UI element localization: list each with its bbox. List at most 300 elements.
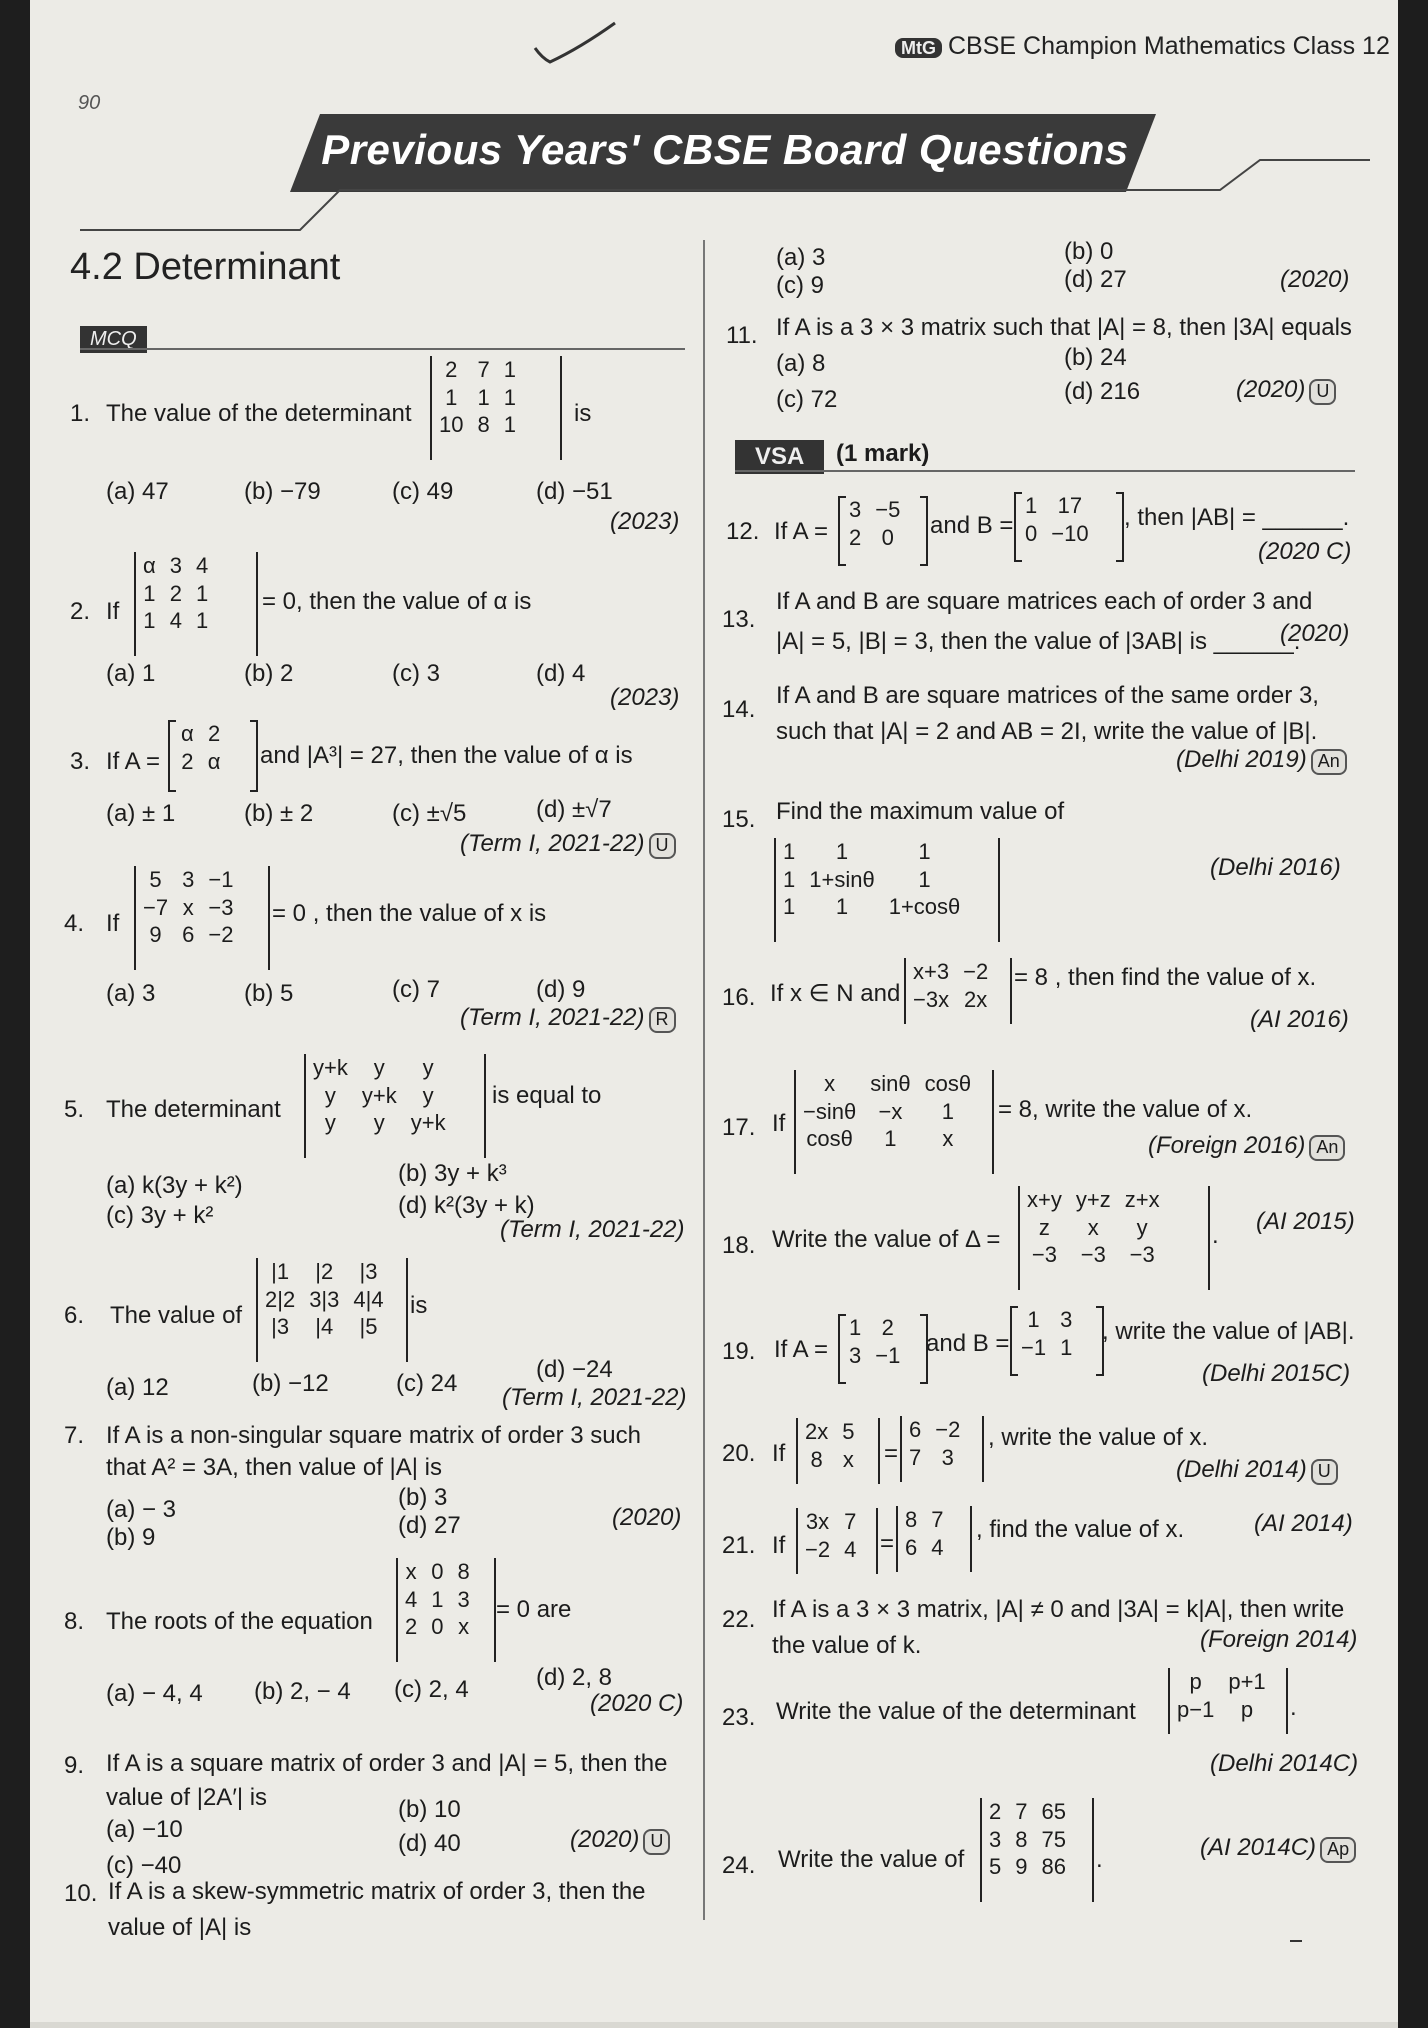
matrix-row: [982, 1798, 1073, 1826]
q19-year: (Delhi 2015C): [1202, 1360, 1351, 1387]
matrix-row: [796, 1098, 978, 1126]
q1-option-c: (c) 49: [392, 478, 454, 505]
q9-line2: value of |2A′| is: [106, 1784, 268, 1811]
matrix-cell: 75: [1041, 1826, 1066, 1852]
q13-number: 13.: [722, 606, 756, 633]
matrix-cell: −3x: [913, 986, 950, 1012]
matrix-row: [1170, 1668, 1273, 1696]
matrix-cell: −2: [963, 959, 989, 984]
q3-year: [460, 830, 676, 859]
q19-matrix-b: [1010, 1306, 1079, 1361]
q11-year: [1236, 376, 1336, 405]
q22-line1: If A is a 3 × 3 matrix, |A| ≠ 0 and |3A| = k|A|, then write: [772, 1596, 1345, 1623]
q22-line2: the value of k.: [772, 1632, 922, 1659]
matrix-cell: 1: [503, 412, 516, 437]
q6-year: (Term I, 2021-22): [502, 1384, 687, 1411]
matrix-cell: 3x: [805, 1509, 830, 1534]
matrix-row: [796, 1070, 978, 1098]
matrix-cell: 2: [169, 580, 182, 606]
matrix-cell: 5: [149, 867, 162, 892]
matrix-row: [798, 1446, 862, 1474]
q24-text-1: Write the value of: [778, 1846, 965, 1873]
q8-year: (2020 C): [590, 1690, 684, 1717]
q6-text-post: is: [410, 1292, 428, 1319]
q11-number: 11.: [726, 322, 758, 349]
vsa-tag: VSA: [735, 440, 824, 474]
matrix-row: [432, 384, 523, 412]
q17-year-text: (Foreign 2016): [1148, 1132, 1306, 1159]
q16-number: 16.: [722, 984, 756, 1011]
matrix-row: [1018, 520, 1096, 548]
matrix-cell: −sinθ: [803, 1098, 857, 1124]
matrix-cell: y: [373, 1110, 385, 1135]
q3-option-a: (a) ± 1: [106, 800, 176, 827]
matrix-cell: 1: [431, 1586, 444, 1612]
matrix-cell: −1: [1021, 1334, 1047, 1360]
matrix-cell: 2x: [964, 986, 988, 1012]
q1-text-post: is: [574, 400, 592, 427]
matrix-cell: 1: [849, 1315, 862, 1340]
q2-text: If: [106, 598, 120, 625]
q2-option-b: (b) 2: [244, 660, 294, 687]
matrix-cell: 4: [931, 1534, 944, 1560]
matrix-row: [798, 1418, 862, 1446]
matrix-cell: 1+sinθ: [809, 866, 875, 892]
matrix-cell: 3: [941, 1444, 954, 1470]
matrix-row: [798, 1508, 863, 1536]
matrix-row: [1170, 1696, 1273, 1724]
matrix-cell: 4: [405, 1586, 418, 1612]
matrix-row: [136, 607, 215, 635]
matrix-row: [136, 866, 240, 894]
matrix-cell: −3: [208, 894, 234, 920]
matrix-cell: 1: [445, 384, 458, 410]
q11-year-text: (2020): [1236, 376, 1306, 403]
section-title: 4.2 Determinant: [70, 246, 341, 288]
matrix-cell: 1: [783, 866, 796, 892]
q13-line1: If A and B are square matrices each of order 3 and: [776, 588, 1313, 615]
q21-year: (AI 2014): [1254, 1510, 1353, 1537]
matrix-cell: x: [842, 1446, 854, 1472]
q12-matrix-a: [838, 496, 907, 551]
matrix-cell: p+1: [1228, 1669, 1266, 1694]
matrix-cell: 8: [457, 1559, 470, 1584]
q10-number: 10.: [64, 1880, 98, 1907]
q14-year-text: (Delhi 2019): [1176, 746, 1307, 773]
q2-text-post: = 0, then the value of α is: [262, 588, 532, 615]
q21-text-1: If: [772, 1532, 786, 1559]
q2-option-a: (a) 1: [106, 660, 156, 687]
matrix-cell: z: [1038, 1214, 1050, 1240]
matrix-cell: x: [1087, 1214, 1099, 1240]
matrix-cell: y: [422, 1055, 434, 1080]
matrix-cell: x: [458, 1614, 470, 1639]
matrix-cell: 2: [405, 1614, 418, 1639]
matrix-cell: α: [143, 553, 156, 578]
matrix-cell: sinθ: [870, 1071, 911, 1096]
q12-text-3: , then |AB| = ______.: [1124, 504, 1350, 531]
matrix-row: [258, 1286, 391, 1314]
q12-matrix-b: [1014, 492, 1096, 547]
page-number: 90: [78, 92, 101, 114]
matrix-row: [842, 1314, 907, 1342]
q1-option-b: (b) −79: [244, 478, 321, 505]
matrix-cell: 10: [439, 412, 464, 437]
matrix-cell: 4: [195, 553, 209, 578]
matrix-cell: x: [942, 1126, 954, 1151]
q15-determinant: [774, 838, 967, 921]
matrix-row: [258, 1258, 391, 1286]
matrix-row: [306, 1082, 453, 1110]
matrix-row: [842, 1342, 907, 1370]
q7-option-a: (a) − 3: [106, 1496, 177, 1523]
q9-option-c: (c) −40: [106, 1852, 182, 1879]
q23-text-2: .: [1290, 1694, 1297, 1721]
q23-determinant: [1168, 1668, 1273, 1723]
q4-option-a: (a) 3: [106, 980, 156, 1007]
matrix-cell: 1: [1027, 1307, 1040, 1332]
q17-badge: An: [1309, 1135, 1345, 1161]
matrix-cell: 3: [989, 1826, 1002, 1852]
q24-badge: Ap: [1320, 1837, 1356, 1863]
q19-text-1: If A =: [774, 1336, 829, 1363]
matrix-cell: 4: [844, 1536, 857, 1562]
q11-option-d: (d) 216: [1064, 378, 1141, 405]
matrix-cell: z+x: [1124, 1187, 1160, 1212]
matrix-cell: x+3: [913, 959, 950, 984]
matrix-row: [776, 866, 967, 894]
matrix-cell: 1: [143, 608, 156, 633]
q20-year: [1176, 1456, 1338, 1485]
q8-option-a: (a) − 4, 4: [106, 1680, 203, 1707]
q7-option-c: (b) 9: [106, 1524, 156, 1551]
matrix-cell: |5: [359, 1314, 378, 1339]
matrix-cell: −7: [143, 894, 169, 920]
matrix-cell: cosθ: [806, 1126, 853, 1151]
matrix-row: [174, 720, 227, 748]
q6-option-d: (d) −24: [536, 1356, 613, 1383]
matrix-cell: x+y: [1027, 1187, 1062, 1212]
q8-determinant: [396, 1558, 477, 1641]
q23-year: (Delhi 2014C): [1210, 1750, 1359, 1777]
q3-option-b: (b) ± 2: [244, 800, 314, 827]
matrix-cell: 17: [1057, 493, 1083, 518]
q23-text-1: Write the value of the determinant: [776, 1698, 1136, 1725]
q24-year-text: (AI 2014C): [1200, 1834, 1317, 1861]
matrix-cell: 1: [195, 608, 209, 633]
q2-year: (2023): [610, 684, 680, 711]
vsa-marks: (1 mark): [836, 440, 930, 467]
q11-option-c: (c) 72: [776, 386, 838, 413]
q6-option-b: (b) −12: [252, 1370, 329, 1397]
q3-year-text: (Term I, 2021-22): [460, 830, 645, 857]
q11-line1: If A is a 3 × 3 matrix such that |A| = 8, then |3A| equals: [776, 314, 1352, 341]
matrix-cell: −10: [1051, 520, 1089, 546]
matrix-row: [398, 1613, 477, 1641]
matrix-cell: 7: [844, 1509, 857, 1534]
matrix-cell: p−1: [1177, 1696, 1215, 1722]
matrix-cell: 1: [477, 384, 490, 410]
q5-year: (Term I, 2021-22): [500, 1216, 685, 1243]
mcq-tag: MCQ: [80, 326, 147, 353]
matrix-cell: 1: [918, 866, 931, 892]
matrix-cell: −3: [1031, 1242, 1057, 1267]
matrix-cell: 4|4: [353, 1286, 384, 1312]
matrix-cell: 6: [182, 922, 195, 947]
q2-number: 2.: [70, 598, 91, 625]
matrix-cell: 5: [842, 1419, 855, 1444]
q4-year-text: (Term I, 2021-22): [460, 1004, 645, 1031]
q1-number: 1.: [70, 400, 91, 427]
matrix-row: [776, 838, 967, 866]
matrix-cell: 3|3: [309, 1286, 340, 1312]
q19-matrix-a: [838, 1314, 907, 1369]
matrix-cell: y+k: [313, 1055, 348, 1080]
q10-year: (2020): [1280, 266, 1350, 293]
matrix-cell: 8: [477, 412, 490, 437]
q9-badge: U: [643, 1829, 670, 1855]
q24-determinant: [980, 1798, 1073, 1881]
q7-option-d: (d) 27: [398, 1512, 461, 1539]
matrix-row: [982, 1826, 1073, 1854]
matrix-cell: −x: [878, 1098, 903, 1124]
matrix-cell: 7: [477, 357, 490, 382]
matrix-row: [1014, 1306, 1079, 1334]
scan-left-edge: [0, 0, 30, 2028]
q23-number: 23.: [722, 1704, 756, 1731]
q10-option-b: (b) 0: [1064, 238, 1114, 265]
q3-matrix: [168, 720, 227, 775]
matrix-row: [1014, 1334, 1079, 1362]
matrix-row: [776, 893, 967, 921]
q9-year: [570, 1826, 670, 1855]
q4-number: 4.: [64, 910, 85, 937]
q20-year-text: (Delhi 2014): [1176, 1456, 1307, 1483]
matrix-cell: −3: [1129, 1242, 1155, 1267]
banner-title: Previous Years' CBSE Board Questions: [321, 126, 1129, 173]
matrix-cell: 5: [989, 1854, 1002, 1879]
matrix-cell: 1: [941, 1098, 954, 1124]
matrix-row: [842, 524, 907, 552]
q20-determinant-a: [796, 1418, 862, 1473]
matrix-cell: 3: [849, 1342, 862, 1368]
scan-right-edge: [1398, 0, 1428, 2028]
q1-text: The value of the determinant: [106, 400, 412, 427]
q9-number: 9.: [64, 1752, 85, 1779]
q21-number: 21.: [722, 1532, 756, 1559]
q22-year: (Foreign 2014): [1200, 1626, 1358, 1653]
matrix-cell: 1: [884, 1126, 897, 1151]
q8-option-d: (d) 2, 8: [536, 1664, 613, 1691]
matrix-cell: 1: [918, 839, 931, 864]
vsa-rule: [735, 470, 1355, 472]
q16-determinant: [904, 958, 995, 1013]
matrix-row: [398, 1586, 477, 1614]
q8-option-c: (c) 2, 4: [394, 1676, 469, 1703]
banner-rule: [80, 150, 1380, 240]
matrix-row: [842, 496, 907, 524]
matrix-row: [902, 1444, 967, 1472]
matrix-row: [906, 986, 995, 1014]
q19-text-3: , write the value of |AB|.: [1102, 1318, 1355, 1345]
q3-option-c: (c) ±√5: [392, 800, 467, 827]
matrix-cell: 1: [783, 894, 796, 919]
q12-text-2: and B =: [930, 512, 1014, 539]
matrix-row: [1020, 1186, 1167, 1214]
q18-number: 18.: [722, 1232, 756, 1259]
q11-option-b: (b) 24: [1064, 344, 1127, 371]
matrix-cell: x: [405, 1559, 417, 1584]
matrix-cell: 3: [457, 1586, 470, 1612]
matrix-cell: 1: [503, 357, 516, 382]
matrix-cell: 0: [881, 524, 894, 550]
q4-option-d: (d) 9: [536, 976, 586, 1003]
matrix-cell: y: [324, 1082, 336, 1108]
matrix-cell: −5: [875, 497, 901, 522]
q19-number: 19.: [722, 1338, 756, 1365]
matrix-row: [432, 356, 523, 384]
matrix-row: [898, 1506, 951, 1534]
q3-number: 3.: [70, 748, 91, 775]
matrix-cell: 1: [1060, 1334, 1073, 1360]
q17-text-1: If: [772, 1110, 786, 1137]
q7-number: 7.: [64, 1422, 85, 1449]
matrix-cell: p: [1240, 1696, 1254, 1722]
matrix-cell: 1+cosθ: [888, 894, 961, 919]
q21-determinant-b: [896, 1506, 951, 1561]
matrix-cell: y: [373, 1055, 385, 1080]
publisher-logo: MtG: [895, 38, 942, 58]
matrix-cell: |3: [271, 1314, 290, 1339]
matrix-cell: 3: [169, 553, 182, 578]
q4-text: If: [106, 910, 120, 937]
matrix-cell: y+k: [410, 1110, 446, 1135]
matrix-row: [136, 894, 240, 922]
matrix-cell: 3: [1060, 1307, 1073, 1332]
matrix-row: [982, 1853, 1073, 1881]
q18-text-2: .: [1212, 1222, 1219, 1249]
q16-year: (AI 2016): [1250, 1006, 1349, 1033]
matrix-cell: 9: [1015, 1854, 1028, 1879]
matrix-row: [174, 748, 227, 776]
matrix-row: [136, 552, 215, 580]
matrix-cell: y: [422, 1082, 434, 1108]
matrix-row: [258, 1313, 391, 1341]
q24-text-2: .: [1096, 1846, 1103, 1873]
q7-option-b: (b) 3: [398, 1484, 448, 1511]
q5-option-b: (b) 3y + k³: [398, 1160, 507, 1187]
q24-year: [1200, 1834, 1356, 1863]
q3-badge: U: [649, 833, 676, 859]
matrix-cell: p: [1189, 1669, 1202, 1694]
matrix-cell: 65: [1041, 1799, 1066, 1824]
matrix-cell: x: [182, 894, 194, 920]
q6-option-c: (c) 24: [396, 1370, 458, 1397]
q4-option-c: (c) 7: [392, 976, 440, 1003]
q17-determinant: [794, 1070, 978, 1153]
q20-text-3: , write the value of x.: [988, 1424, 1209, 1451]
q2-determinant: [134, 552, 215, 635]
matrix-cell: 0: [1025, 520, 1038, 546]
book-title: CBSE Champion Mathematics Class 12: [948, 32, 1390, 60]
matrix-cell: 6: [905, 1534, 918, 1560]
q4-year: [460, 1004, 676, 1033]
q22-number: 22.: [722, 1606, 756, 1633]
matrix-cell: −1: [208, 867, 234, 892]
q20-number: 20.: [722, 1440, 756, 1467]
matrix-row: [898, 1534, 951, 1562]
matrix-cell: cosθ: [924, 1071, 972, 1096]
q20-determinant-b: [900, 1416, 967, 1471]
q6-text: The value of: [110, 1302, 243, 1329]
matrix-cell: −1: [875, 1342, 901, 1368]
matrix-cell: 3: [182, 867, 195, 892]
matrix-cell: 86: [1041, 1854, 1066, 1879]
matrix-row: [906, 958, 995, 986]
matrix-cell: 6: [909, 1417, 922, 1442]
matrix-cell: y: [1136, 1214, 1148, 1240]
q5-option-c: (c) 3y + k²: [106, 1202, 214, 1229]
q8-text: The roots of the equation: [106, 1608, 373, 1635]
matrix-cell: |2: [315, 1259, 334, 1284]
matrix-row: [1020, 1241, 1167, 1269]
q5-determinant: [304, 1054, 453, 1137]
matrix-cell: 8: [1015, 1826, 1028, 1852]
q14-line2: such that |A| = 2 and AB = 2I, write the value of |B|.: [776, 718, 1318, 745]
matrix-cell: 1: [783, 839, 796, 864]
q8-text-post: = 0 are: [496, 1596, 572, 1623]
matrix-row: [136, 921, 240, 949]
matrix-cell: 2|2: [265, 1286, 296, 1312]
q14-year: [1176, 746, 1347, 775]
matrix-cell: x: [824, 1071, 836, 1096]
q1-year: (2023): [610, 508, 680, 535]
q1-determinant: [430, 356, 523, 439]
matrix-cell: 2: [445, 357, 458, 382]
matrix-row: [432, 411, 523, 439]
pen-tick-mark: [530, 18, 620, 68]
matrix-cell: 2: [989, 1799, 1002, 1824]
q14-badge: An: [1311, 749, 1347, 775]
q13-year: (2020): [1280, 620, 1350, 647]
q20-text-2: =: [884, 1440, 899, 1467]
matrix-cell: 1: [143, 580, 156, 606]
q21-text-3: , find the value of x.: [976, 1516, 1185, 1543]
q2-option-c: (c) 3: [392, 660, 440, 687]
q1-option-d: (d) −51: [536, 478, 613, 505]
q10-option-c: (c) 9: [776, 272, 824, 299]
q4-badge: R: [649, 1007, 676, 1033]
matrix-cell: 1: [503, 384, 516, 410]
matrix-cell: 2: [207, 721, 221, 746]
mcq-rule: [80, 348, 685, 350]
matrix-cell: 8: [810, 1446, 823, 1472]
q8-number: 8.: [64, 1608, 85, 1635]
q3-text-post: and |A³| = 27, then the value of α is: [260, 742, 633, 769]
q4-option-b: (b) 5: [244, 980, 294, 1007]
matrix-cell: 2: [181, 748, 194, 774]
q20-text-1: If: [772, 1440, 786, 1467]
q1-option-a: (a) 47: [106, 478, 169, 505]
q10-line2: value of |A| is: [108, 1914, 252, 1941]
q11-option-a: (a) 8: [776, 350, 826, 377]
q21-text-2: =: [880, 1530, 895, 1557]
q14-line1: If A and B are square matrices of the same order 3,: [776, 682, 1319, 709]
matrix-cell: α: [207, 748, 221, 774]
matrix-cell: 0: [431, 1614, 444, 1639]
q2-option-d: (d) 4: [536, 660, 586, 687]
q16-text-2: = 8 , then find the value of x.: [1014, 964, 1317, 991]
